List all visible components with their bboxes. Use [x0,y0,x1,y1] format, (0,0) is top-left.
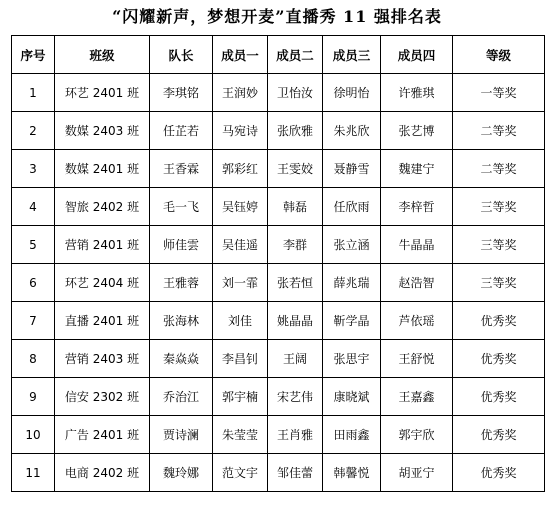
member-1-cell: 范文宇 [213,454,268,492]
member-2-cell: 李群 [268,226,323,264]
header-cell-index: 序号 [12,36,55,74]
header-cell-captain: 队长 [150,36,213,74]
ranking-table [11,35,545,492]
index-cell: 11 [12,454,55,492]
index-cell: 5 [12,226,55,264]
captain-cell: 毛一飞 [150,188,213,226]
table-row [12,112,545,150]
header-cell-member-3: 成员三 [323,36,381,74]
captain-cell: 贾诗澜 [150,416,213,454]
member-1-cell: 王润妙 [213,74,268,112]
member-4-cell: 许雅琪 [381,74,453,112]
index-cell: 9 [12,378,55,416]
table-row [12,416,545,454]
header-row [12,36,545,74]
class-cell: 信安 2302 班 [55,378,150,416]
member-2-cell: 宋艺伟 [268,378,323,416]
member-4-cell: 赵浩智 [381,264,453,302]
member-3-cell: 张思宇 [323,340,381,378]
member-1-cell: 李昌钊 [213,340,268,378]
member-3-cell: 薛兆瑞 [323,264,381,302]
class-cell: 环艺 2401 班 [55,74,150,112]
index-cell: 10 [12,416,55,454]
member-4-cell: 胡亚宁 [381,454,453,492]
captain-cell: 张海林 [150,302,213,340]
member-1-cell: 郭宇楠 [213,378,268,416]
class-cell: 直播 2401 班 [55,302,150,340]
award-cell: 一等奖 [453,74,545,112]
member-2-cell: 姚晶晶 [268,302,323,340]
header-cell-member-1: 成员一 [213,36,268,74]
table-row [12,150,545,188]
member-4-cell: 芦依瑶 [381,302,453,340]
captain-cell: 李琪铭 [150,74,213,112]
page-title: “闪耀新声，梦想开麦”直播秀 11 强排名表 [112,7,442,26]
header-cell-award: 等级 [453,36,545,74]
member-2-cell: 王肖雅 [268,416,323,454]
header-cell-member-4: 成员四 [381,36,453,74]
captain-cell: 任芷若 [150,112,213,150]
index-cell: 1 [12,74,55,112]
member-3-cell: 聂静雪 [323,150,381,188]
header-cell-class: 班级 [55,36,150,74]
class-cell: 数媒 2403 班 [55,112,150,150]
member-2-cell: 卫怡汝 [268,74,323,112]
member-2-cell: 张若恒 [268,264,323,302]
table-row [12,264,545,302]
index-cell: 7 [12,302,55,340]
index-cell: 2 [12,112,55,150]
captain-cell: 王香霖 [150,150,213,188]
table-row [12,378,545,416]
member-4-cell: 王嘉鑫 [381,378,453,416]
captain-cell: 秦焱焱 [150,340,213,378]
class-cell: 智旅 2402 班 [55,188,150,226]
member-3-cell: 韩馨悦 [323,454,381,492]
member-3-cell: 徐明怡 [323,74,381,112]
award-cell: 优秀奖 [453,454,545,492]
award-cell: 优秀奖 [453,302,545,340]
class-cell: 数媒 2401 班 [55,150,150,188]
table-row [12,340,545,378]
member-1-cell: 郭彩红 [213,150,268,188]
member-1-cell: 刘佳 [213,302,268,340]
table-row [12,74,545,112]
member-2-cell: 张欣雅 [268,112,323,150]
class-cell: 营销 2403 班 [55,340,150,378]
award-cell: 三等奖 [453,188,545,226]
captain-cell: 师佳雲 [150,226,213,264]
table-row [12,188,545,226]
table-row [12,226,545,264]
member-3-cell: 靳学晶 [323,302,381,340]
table-row [12,454,545,492]
index-cell: 4 [12,188,55,226]
member-1-cell: 吴钰婷 [213,188,268,226]
award-cell: 优秀奖 [453,378,545,416]
award-cell: 三等奖 [453,226,545,264]
index-cell: 3 [12,150,55,188]
member-2-cell: 韩磊 [268,188,323,226]
index-cell: 6 [12,264,55,302]
member-4-cell: 王舒悦 [381,340,453,378]
captain-cell: 乔治江 [150,378,213,416]
header-cell-member-2: 成员二 [268,36,323,74]
member-2-cell: 王阔 [268,340,323,378]
index-cell: 8 [12,340,55,378]
award-cell: 二等奖 [453,150,545,188]
class-cell: 营销 2401 班 [55,226,150,264]
member-4-cell: 郭宇欣 [381,416,453,454]
member-4-cell: 李梓哲 [381,188,453,226]
member-4-cell: 张艺博 [381,112,453,150]
member-4-cell: 魏建宁 [381,150,453,188]
member-4-cell: 牛晶晶 [381,226,453,264]
class-cell: 电商 2402 班 [55,454,150,492]
member-2-cell: 邹佳蕾 [268,454,323,492]
award-cell: 二等奖 [453,112,545,150]
award-cell: 三等奖 [453,264,545,302]
member-2-cell: 王雯姣 [268,150,323,188]
member-3-cell: 康晓斌 [323,378,381,416]
member-3-cell: 朱兆欣 [323,112,381,150]
class-cell: 环艺 2404 班 [55,264,150,302]
member-1-cell: 吴佳遥 [213,226,268,264]
award-cell: 优秀奖 [453,340,545,378]
captain-cell: 王雅蓉 [150,264,213,302]
member-3-cell: 张立涵 [323,226,381,264]
member-1-cell: 朱莹莹 [213,416,268,454]
member-3-cell: 田雨鑫 [323,416,381,454]
table-row [12,302,545,340]
member-1-cell: 刘一霏 [213,264,268,302]
class-cell: 广告 2401 班 [55,416,150,454]
award-cell: 优秀奖 [453,416,545,454]
captain-cell: 魏玲娜 [150,454,213,492]
member-3-cell: 任欣雨 [323,188,381,226]
member-1-cell: 马宛诗 [213,112,268,150]
